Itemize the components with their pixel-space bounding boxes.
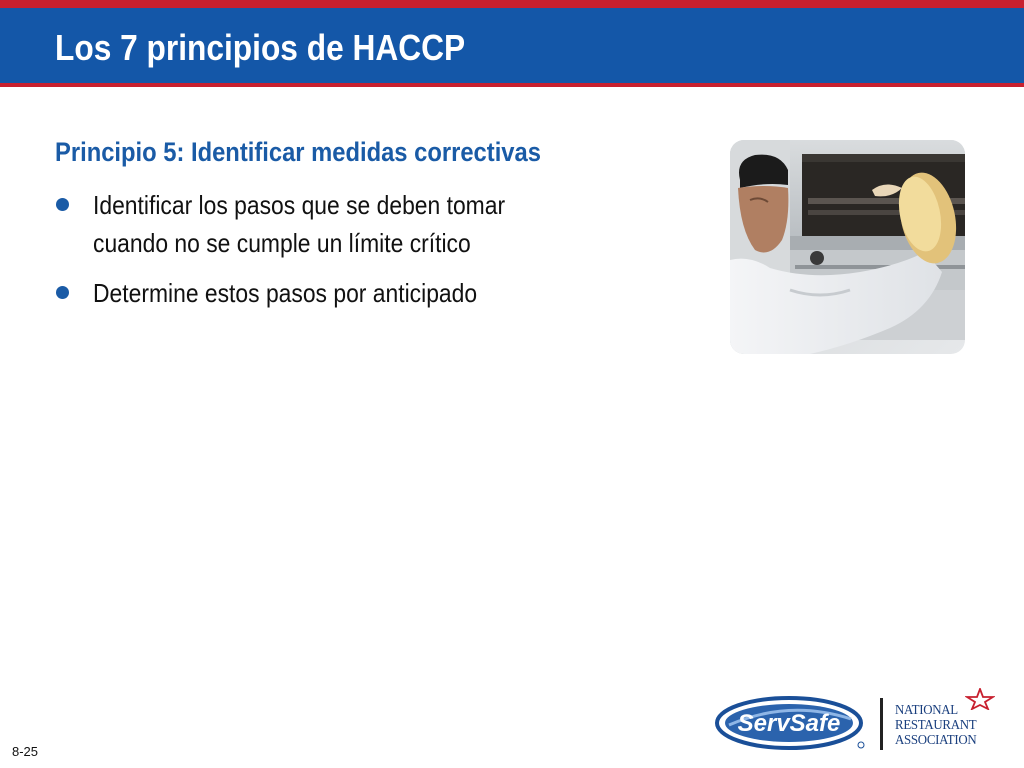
nra-logo (893, 688, 1013, 752)
slide-title: Los 7 principios de HACCP (55, 27, 466, 68)
nra-logo-line: RESTAURANT (895, 718, 977, 733)
bullet-item (55, 186, 655, 262)
bullet-text: Determine estos pasos por anticipado (93, 278, 478, 308)
star-icon (965, 688, 995, 710)
bullet-text: Identificar los pasos que se deben tomar cuando no se cumple un límite crítico (93, 190, 506, 258)
page-number: 8-25 (12, 744, 39, 759)
bullet-icon (56, 198, 69, 211)
servsafe-logo-text: ServSafe (737, 710, 841, 737)
bullet-list (55, 186, 655, 324)
servsafe-logo (715, 695, 867, 751)
logo-divider (880, 698, 883, 750)
header-red-stripe (0, 0, 1024, 8)
bullet-item (55, 274, 655, 312)
header-red-underline (0, 83, 1024, 87)
nra-logo-line: NATIONAL (895, 703, 958, 718)
chef-cleaning-oven-photo (730, 140, 965, 354)
nra-logo-line: ASSOCIATION (895, 733, 977, 748)
bullet-icon (56, 286, 69, 299)
principle-heading: Principio 5: Identificar medidas correctivas (55, 137, 541, 167)
